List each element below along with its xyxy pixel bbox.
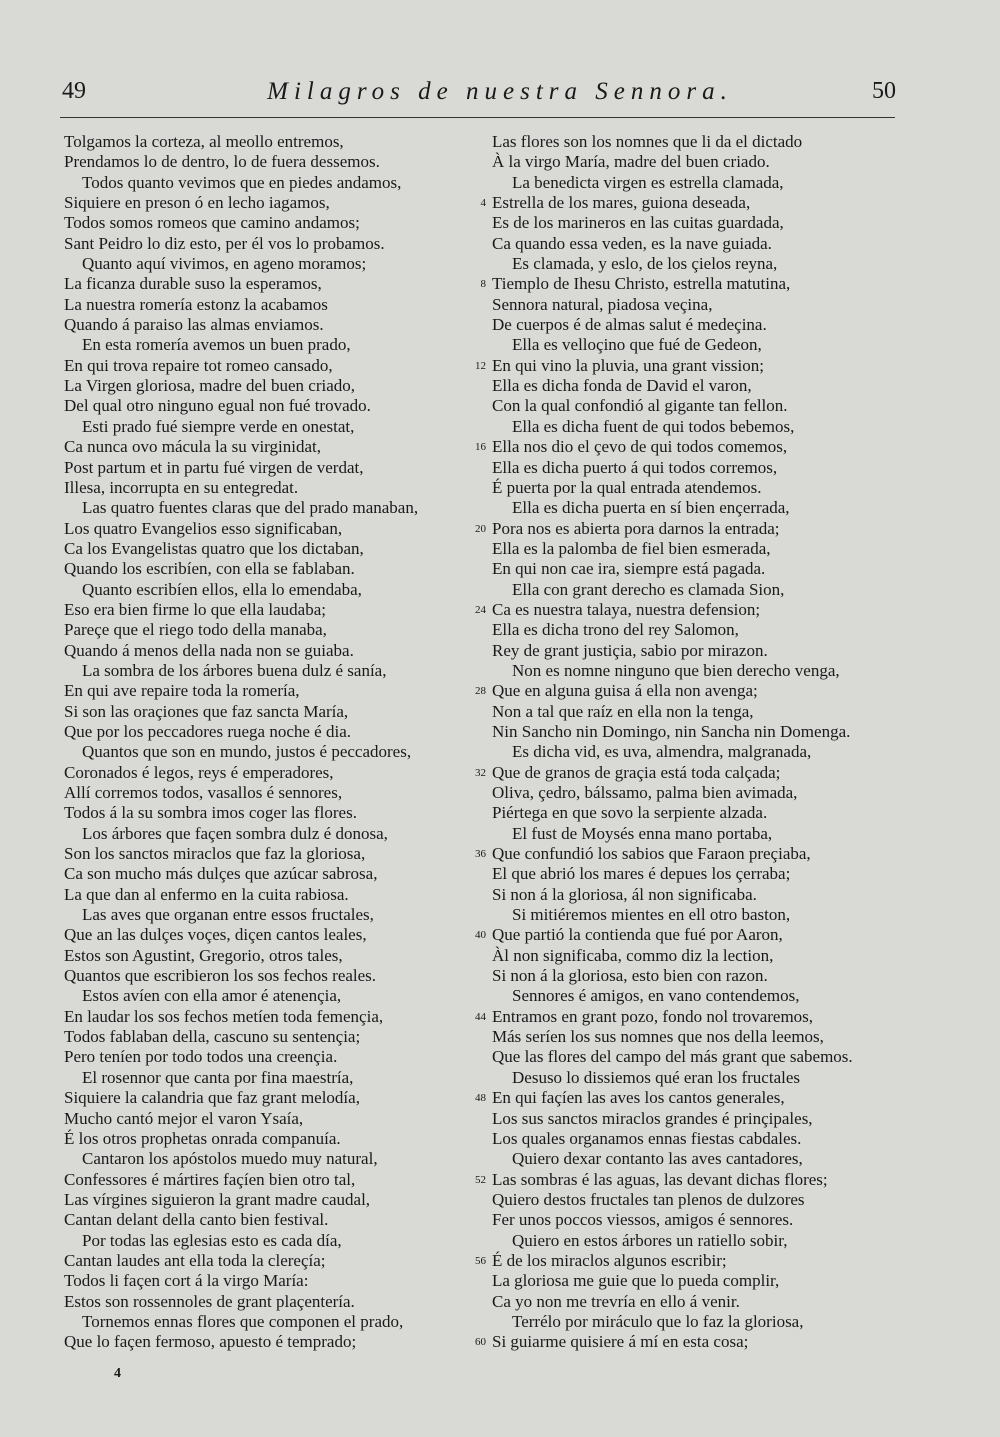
verse-text: Si guiarme quisiere á mí en esta cosa; <box>492 1332 749 1352</box>
verse-line <box>58 1047 498 1067</box>
verse-text: Siquiere la calandria que faz grant melodía, <box>64 1088 360 1108</box>
verse-text: En qui façíen las aves los cantos generales, <box>492 1088 785 1108</box>
verse-line <box>58 1210 498 1230</box>
verse-line <box>58 396 498 416</box>
verse-line <box>58 213 498 233</box>
line-number: 16 <box>475 441 486 454</box>
verse-line <box>58 580 498 600</box>
verse-text: Quanto aquí vivimos, en ageno moramos; <box>82 254 367 274</box>
verse-text: Todos fablaban della, cascuno su sentençia; <box>64 1027 361 1047</box>
verse-line <box>58 763 498 783</box>
verse-line <box>470 1170 910 1190</box>
verse-line <box>58 742 498 762</box>
line-number: 52 <box>475 1173 486 1186</box>
verse-text: Ella es dicha fuent de qui todos bebemos, <box>512 416 795 436</box>
verse-text: Oliva, çedro, bálssamo, palma bien avimada, <box>492 783 798 802</box>
verse-text: Terrélo por miráculo que lo faz la gloriosa, <box>512 1311 804 1331</box>
line-number: 44 <box>475 1010 486 1023</box>
running-header <box>0 78 1000 114</box>
verse-text: Si non á la gloriosa, ál non significaba. <box>492 884 757 904</box>
verse-line <box>470 620 910 640</box>
verse-line <box>470 498 910 518</box>
verse-text: Todos somos romeos que camino andamos; <box>64 213 360 233</box>
verse-line <box>58 173 498 193</box>
verse-text: Nin Sancho nin Domingo, nin Sancha nin Domenga. <box>492 721 851 741</box>
verse-line <box>58 519 498 539</box>
verse-text: Desuso lo dissiemos qué eran los fructales <box>512 1067 800 1087</box>
verse-line <box>470 274 910 294</box>
verse-line <box>58 1149 498 1169</box>
verse-text: Quando los escribíen, con ella se fablaban. <box>64 559 355 579</box>
verse-text: Quanto escribíen ellos, ella lo emendaba, <box>82 579 362 599</box>
verse-text: Las quatro fuentes claras que del prado manaban, <box>82 498 419 518</box>
verse-text: É los otros prophetas onrada companuía. <box>64 1128 341 1148</box>
verse-text: Quiero dexar contanto las aves cantadores, <box>512 1149 803 1169</box>
verse-text: En qui trova repaire tot romeo cansado, <box>64 355 333 375</box>
verse-line <box>58 803 498 823</box>
line-number: 40 <box>475 929 486 942</box>
line-number: 4 <box>480 197 486 210</box>
verse-text: Quiero en estos árbores un ratiello sobir, <box>512 1230 788 1250</box>
verse-line <box>58 966 498 986</box>
verse-line <box>470 417 910 437</box>
verse-line <box>58 661 498 681</box>
verse-text: Más seríen los sus nomnes que nos della leemos, <box>492 1027 824 1047</box>
verse-line <box>58 783 498 803</box>
line-number: 32 <box>475 766 486 779</box>
verse-line <box>58 274 498 294</box>
verse-line <box>58 702 498 722</box>
verse-line <box>470 132 910 152</box>
verse-text: Sennores é amigos, en vano contendemos, <box>512 986 800 1006</box>
verse-text: Coronados é legos, reys é emperadores, <box>64 762 334 782</box>
verse-text: Ella nos dio el çevo de qui todos comemos, <box>492 437 788 457</box>
verse-line <box>470 986 910 1006</box>
verse-line <box>470 295 910 315</box>
verse-line <box>58 864 498 884</box>
verse-line <box>470 661 910 681</box>
verse-text: Los quales organamos ennas fiestas cabdales. <box>492 1128 802 1148</box>
verse-line <box>58 295 498 315</box>
verse-text: El que abrió los mares é depues los çerraba; <box>492 864 791 884</box>
page-number-left: 49 <box>62 78 86 104</box>
verse-text: La ficanza durable suso la esperamos, <box>64 274 322 294</box>
verse-line <box>58 1007 498 1027</box>
verse-line <box>58 152 498 172</box>
verse-line <box>470 193 910 213</box>
verse-line <box>470 458 910 478</box>
verse-line <box>58 234 498 254</box>
verse-text: Ca quando essa veden, es la nave guiada. <box>492 233 772 253</box>
verse-text: Las sombras é las aguas, las devant dichas flores; <box>492 1169 828 1189</box>
verse-text: Por todas las eglesias esto es cada día, <box>82 1230 342 1250</box>
verse-line <box>470 234 910 254</box>
header-rule <box>60 117 895 118</box>
verse-text: Todos li façen cort á la virgo María: <box>64 1271 309 1291</box>
verse-text: Quando á paraiso las almas enviamos. <box>64 315 324 335</box>
verse-line <box>58 681 498 701</box>
verse-line <box>58 1251 498 1271</box>
verse-text: La sombra de los árbores buena dulz é sanía, <box>82 660 387 680</box>
verse-line <box>470 1149 910 1169</box>
verse-text: Fer unos poccos viessos, amigos é sennores. <box>492 1210 794 1230</box>
verse-text: Confessores é mártires façíen bien otro tal, <box>64 1169 356 1189</box>
verse-text: Tornemos ennas flores que componen el prado, <box>82 1311 404 1331</box>
verse-text: Tiemplo de Ihesu Christo, estrella matutina, <box>492 274 791 294</box>
verse-line <box>470 173 910 193</box>
verse-line <box>58 1231 498 1251</box>
verse-text: Que lo façen fermoso, apuesto é temprado; <box>64 1332 357 1352</box>
line-number: 20 <box>475 522 486 535</box>
verse-line <box>58 1129 498 1149</box>
verse-line <box>470 1047 910 1067</box>
verse-text: Ella es dicha trono del rey Salomon, <box>492 620 739 640</box>
verse-text: Ella es dicha fonda de David el varon, <box>492 376 752 396</box>
verse-line <box>470 742 910 762</box>
verse-text: Que por los peccadores ruega noche é dia. <box>64 721 351 741</box>
verse-line <box>470 844 910 864</box>
verse-line <box>58 458 498 478</box>
verse-text: La que dan al enfermo en la cuita rabiosa. <box>64 884 349 904</box>
running-title: Milagros de nuestra Sennora. <box>267 78 733 105</box>
verse-text: La gloriosa me guie que lo pueda complir, <box>492 1271 780 1291</box>
verse-line <box>58 1312 498 1332</box>
line-number: 8 <box>480 278 486 291</box>
verse-line <box>58 539 498 559</box>
verse-line <box>58 1190 498 1210</box>
verse-text: Que las flores del campo del más grant que sabemos. <box>492 1047 853 1067</box>
verse-text: É puerta por la qual entrada atendemos. <box>492 477 762 497</box>
verse-line <box>470 539 910 559</box>
verse-text: La benedicta virgen es estrella clamada, <box>512 172 784 192</box>
verse-text: Estos son rossennoles de grant plaçentería. <box>64 1291 355 1311</box>
verse-text: Que de granos de graçia está toda calçada; <box>492 762 781 782</box>
verse-line <box>470 580 910 600</box>
verse-line <box>58 478 498 498</box>
verse-text: Non es nomne ninguno que bien derecho venga, <box>512 660 840 680</box>
verse-line <box>58 1109 498 1129</box>
verse-text: Ca son mucho más dulçes que azúcar sabrosa, <box>64 864 378 884</box>
verse-line <box>470 213 910 233</box>
verse-text: La nuestra romería estonz la acabamos <box>64 294 328 314</box>
signature-mark: 4 <box>114 1366 121 1381</box>
verse-text: En laudar los sos fechos metíen toda femençia, <box>64 1006 384 1026</box>
verse-text: É de los miraclos algunos escribir; <box>492 1250 727 1270</box>
verse-line <box>58 1068 498 1088</box>
verse-line <box>470 478 910 498</box>
line-number: 12 <box>475 359 486 372</box>
verse-text: Las aves que organan entre essos fructales, <box>82 905 374 925</box>
verse-text: Post partum et in partu fué virgen de verdat, <box>64 457 364 477</box>
verse-text: Los sus sanctos miraclos grandes é prinçipales, <box>492 1108 813 1128</box>
verse-line <box>58 254 498 274</box>
verse-text: Rey de grant justiçia, sabio por mirazon. <box>492 640 768 660</box>
verse-line <box>58 600 498 620</box>
verse-text: Pero teníen por todo todos una creençia. <box>64 1047 338 1067</box>
verse-line <box>58 1170 498 1190</box>
verse-line <box>58 722 498 742</box>
verse-text: Illesa, incorrupta en su entegredat. <box>64 477 299 497</box>
verse-text: Que confundió los sabios que Faraon preçiaba, <box>492 844 811 864</box>
verse-line <box>58 1271 498 1291</box>
verse-text: Quando á menos della nada non se guiaba. <box>64 640 354 660</box>
verse-line <box>470 376 910 396</box>
verse-text: Los árbores que façen sombra dulz é donosa, <box>82 823 388 843</box>
verse-text: Que en alguna guisa á ella non avenga; <box>492 681 758 701</box>
verse-text: Siquiere en preson ó en lecho iagamos, <box>64 193 330 213</box>
verse-text: Prendamos lo de dentro, lo de fuera dessemos. <box>64 152 380 172</box>
verse-text: En qui ave repaire toda la romería, <box>64 681 300 701</box>
verse-text: Que an las dulçes voçes, diçen cantos leales, <box>64 925 367 945</box>
verse-line <box>470 1109 910 1129</box>
verse-line <box>470 641 910 661</box>
verse-text: En qui non cae ira, siempre está pagada. <box>492 559 766 579</box>
verse-line <box>470 437 910 457</box>
verse-line <box>470 681 910 701</box>
verse-text: En qui vino la pluvia, una grant vission; <box>492 355 764 375</box>
verse-text: Cantan delant della canto bien festival. <box>64 1210 329 1230</box>
verse-line <box>470 559 910 579</box>
verse-line <box>470 315 910 335</box>
verse-text: Àl non significaba, commo diz la lection, <box>492 945 774 965</box>
verse-text: Quiero destos fructales tan plenos de dulzores <box>492 1189 805 1209</box>
verse-text: Ca nunca ovo mácula la su virginidat, <box>64 437 321 457</box>
verse-line <box>470 1312 910 1332</box>
verse-line <box>58 641 498 661</box>
verse-line <box>470 1129 910 1149</box>
verse-text: Pora nos es abierta pora darnos la entrada; <box>492 518 780 538</box>
verse-text: Si mitiéremos mientes en ell otro baston, <box>512 905 791 925</box>
verse-line <box>58 559 498 579</box>
verse-text: Ella con grant derecho es clamada Sion, <box>512 579 785 599</box>
verse-text: Estos son Agustint, Gregorio, otros tales, <box>64 945 343 965</box>
verse-text: Ca los Evangelistas quatro que los dictaban, <box>64 538 364 558</box>
verse-text: En esta romería avemos un buen prado, <box>82 335 351 355</box>
verse-text: Non a tal que raíz en ella non la tenga, <box>492 701 754 721</box>
verse-line <box>470 1332 910 1352</box>
verse-text: Es clamada, y eslo, de los çielos reyna, <box>512 254 778 274</box>
verse-line <box>470 1210 910 1230</box>
verse-text: Piértega en que sovo la serpiente alzada. <box>492 803 768 823</box>
verse-line <box>470 722 910 742</box>
verse-line <box>58 946 498 966</box>
verse-text: Que partió la contienda que fué por Aaron, <box>492 925 783 945</box>
line-number: 48 <box>475 1092 486 1105</box>
verse-text: Ella es dicha puerta en sí bien ençerrada, <box>512 498 790 518</box>
verse-text: Es dicha vid, es uva, almendra, malgranada, <box>512 742 812 762</box>
verse-text: El fust de Moysés enna mano portaba, <box>512 823 773 843</box>
verse-text: La Virgen gloriosa, madre del buen criado, <box>64 376 356 396</box>
verse-line <box>470 824 910 844</box>
verse-text: Ella es velloçino que fué de Gedeon, <box>512 335 762 355</box>
verse-line <box>470 254 910 274</box>
verse-text: Es de los marineros en las cuitas guardada, <box>492 213 784 233</box>
verse-text: Las flores son los nomnes que li da el dictado <box>492 132 803 151</box>
verse-text: Ella es la palomba de fiel bien esmerada, <box>492 538 771 558</box>
verse-text: Ella es dicha puerto á qui todos corremos, <box>492 457 778 477</box>
verse-text: Allí corremos todos, vasallos é sennores, <box>64 783 343 802</box>
verse-text: Pareçe que el riego todo della manaba, <box>64 620 327 640</box>
verse-line <box>58 193 498 213</box>
line-number: 36 <box>475 848 486 861</box>
left-column <box>58 132 498 1353</box>
verse-text: El rosennor que canta por fina maestría, <box>82 1067 354 1087</box>
verse-text: Los quatro Evangelios esso significaban, <box>64 518 343 538</box>
verse-line <box>58 905 498 925</box>
verse-line <box>470 396 910 416</box>
verse-line <box>470 152 910 172</box>
verse-line <box>470 1007 910 1027</box>
verse-line <box>58 1332 498 1352</box>
line-number: 28 <box>475 685 486 698</box>
verse-text: Si non á la gloriosa, esto bien con razon. <box>492 966 768 986</box>
verse-text: Ca yo non me trevría en ello á venir. <box>492 1291 740 1311</box>
verse-text: Del qual otro ninguno egual non fué trovado. <box>64 396 371 416</box>
verse-text: Quantos que son en mundo, justos é peccadores, <box>82 742 412 762</box>
verse-line <box>58 1292 498 1312</box>
page-number-right: 50 <box>872 78 896 104</box>
verse-line <box>470 1027 910 1047</box>
verse-text: Cantaron los apóstolos muedo muy natural, <box>82 1149 378 1169</box>
verse-line <box>470 1088 910 1108</box>
verse-line <box>58 437 498 457</box>
verse-line <box>58 132 498 152</box>
verse-text: Estos avíen con ella amor é atenençia, <box>82 986 342 1006</box>
verse-text: Sennora natural, piadosa veçina, <box>492 294 713 314</box>
verse-line <box>470 946 910 966</box>
verse-line <box>58 376 498 396</box>
verse-line <box>470 335 910 355</box>
verse-line <box>470 1292 910 1312</box>
verse-text: Sant Peidro lo diz esto, per él vos lo probamos. <box>64 233 385 253</box>
verse-line <box>58 335 498 355</box>
verse-text: Mucho cantó mejor el varon Ysaía, <box>64 1108 304 1128</box>
line-number: 56 <box>475 1254 486 1267</box>
verse-line <box>58 498 498 518</box>
verse-line <box>58 417 498 437</box>
verse-text: À la virgo María, madre del buen criado. <box>492 152 770 172</box>
verse-line <box>58 1088 498 1108</box>
line-number: 24 <box>475 603 486 616</box>
verse-line <box>470 1231 910 1251</box>
verse-line <box>58 824 498 844</box>
verse-line <box>470 1068 910 1088</box>
verse-line <box>470 519 910 539</box>
verse-text: Eso era bien firme lo que ella laudaba; <box>64 599 326 619</box>
verse-text: Quantos que escribieron los sos fechos reales. <box>64 966 377 986</box>
verse-text: Todos á la su sombra imos coger las flores. <box>64 803 357 823</box>
verse-line <box>470 966 910 986</box>
verse-line <box>470 864 910 884</box>
verse-line <box>470 1251 910 1271</box>
verse-text: Ca es nuestra talaya, nuestra defension; <box>492 599 761 619</box>
verse-text: Son los sanctos miraclos que faz la gloriosa, <box>64 844 366 864</box>
verse-line <box>470 885 910 905</box>
verse-line <box>470 783 910 803</box>
verse-text: Estrella de los mares, guiona deseada, <box>492 193 751 213</box>
verse-line <box>470 600 910 620</box>
verse-text: Entramos en grant pozo, fondo nol trovaremos, <box>492 1006 814 1026</box>
verse-text: Con la qual confondió al gigante tan fellon. <box>492 396 788 416</box>
verse-text: Todos quanto vevimos que en piedes andamos, <box>82 172 402 192</box>
verse-line <box>58 844 498 864</box>
verse-line <box>58 1027 498 1047</box>
verse-line <box>58 885 498 905</box>
verse-line <box>470 1271 910 1291</box>
verse-text: Si son las oraçiones que faz sancta María, <box>64 701 349 721</box>
verse-text: Tolgamos la corteza, al meollo entremos, <box>64 132 344 151</box>
verse-text: De cuerpos é de almas salut é medeçina. <box>492 315 767 335</box>
verse-line <box>58 925 498 945</box>
verse-line <box>58 986 498 1006</box>
verse-text: Cantan laudes ant ella toda la clereçía; <box>64 1250 326 1270</box>
verse-line <box>470 356 910 376</box>
verse-line <box>470 925 910 945</box>
verse-line <box>470 763 910 783</box>
verse-line <box>470 1190 910 1210</box>
verse-line <box>470 905 910 925</box>
verse-line <box>470 803 910 823</box>
verse-line <box>58 356 498 376</box>
verse-line <box>470 702 910 722</box>
verse-text: Las vírgines siguieron la grant madre caudal, <box>64 1189 371 1209</box>
verse-line <box>58 315 498 335</box>
verse-line <box>58 620 498 640</box>
right-column <box>470 132 910 1353</box>
line-number: 60 <box>475 1336 486 1349</box>
verse-text: Esti prado fué siempre verde en onestat, <box>82 416 355 436</box>
